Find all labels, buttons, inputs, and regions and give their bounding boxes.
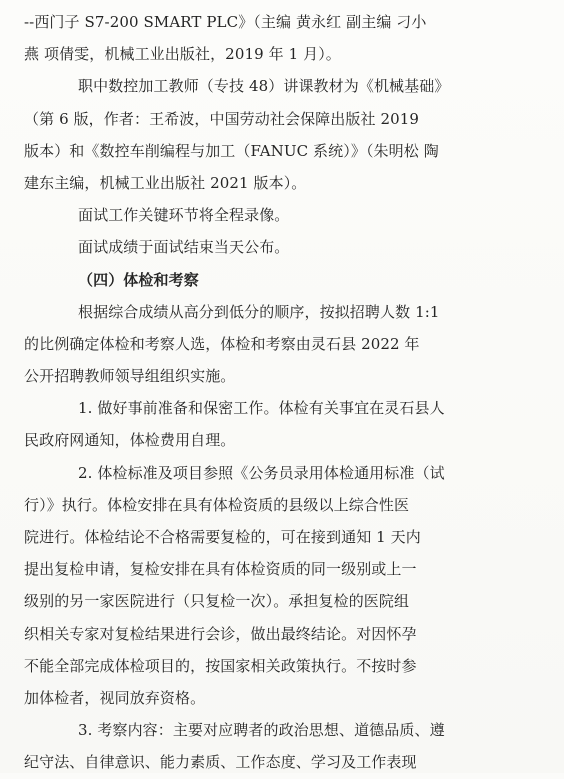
item-2-line-2: 行）》执行。体检安排在具有体检资质的县级以上综合性医	[24, 495, 410, 514]
textbook-line-5: 版本）和《数控车削编程与加工（FANUC 系统）》（朱明松 陶	[24, 141, 439, 160]
item-2-line-4: 提出复检申请，复检安排在具有体检资质的同一级别或上一	[24, 560, 417, 579]
textbook-line-6: 建东主编，机械工业出版社 2021 版本）。	[24, 173, 307, 192]
item-2-line-5: 级别的另一家医院进行（只复检一次）。承担复检的医院组	[24, 592, 410, 611]
paragraph-line-3: 公开招聘教师领导组组织实施。	[24, 367, 236, 386]
paragraph-line-1: 根据综合成绩从高分到低分的顺序，按拟招聘人数 1:1	[78, 302, 440, 321]
item-2-line-3: 院进行。体检结论不合格需要复检的，可在接到通知 1 天内	[24, 528, 421, 546]
textbook-line-3: 职中数控加工教师（专技 48）讲课教材为《机械基础》	[78, 77, 450, 96]
item-2-line-6: 织相关专家对复检结果进行会诊，做出最终结论。对因怀孕	[24, 624, 417, 643]
section-heading: （四）体检和考察	[78, 270, 199, 289]
item-1-line-2: 民政府网通知，体检费用自理。	[24, 431, 236, 450]
item-3-line-1: 3. 考察内容：主要对应聘者的政治思想、道德品质、遵	[78, 721, 445, 740]
interview-recording-note: 面试工作关键环节将全程录像。	[78, 206, 290, 225]
item-2-line-8: 加体检者，视同放弃资格。	[24, 688, 206, 707]
item-1-line-1: 1. 做好事前准备和保密工作。体检有关事宜在灵石县人	[78, 399, 445, 418]
paragraph-line-2: 的比例确定体检和考察人选，体检和考察由灵石县 2022 年	[24, 334, 420, 353]
item-2-line-1: 2. 体检标准及项目参照《公务员录用体检通用标准（试	[78, 463, 445, 482]
textbook-line-2: 燕 项倩雯，机械工业出版社，2019 年 1 月）。	[24, 45, 341, 64]
item-2-line-7: 不能全部完成体检项目的，按国家相关政策执行。不按时参	[24, 656, 417, 675]
interview-score-note: 面试成绩于面试结束当天公布。	[78, 238, 290, 257]
textbook-line-4: （第 6 版，作者：王希波，中国劳动社会保障出版社 2019	[24, 109, 420, 128]
item-3-line-2: 纪守法、自律意识、能力素质、工作态度、学习及工作表现	[24, 753, 417, 772]
textbook-line-1: --西门子 S7-200 SMART PLC》（主编 黄永红 副主编 刁小	[24, 13, 427, 31]
